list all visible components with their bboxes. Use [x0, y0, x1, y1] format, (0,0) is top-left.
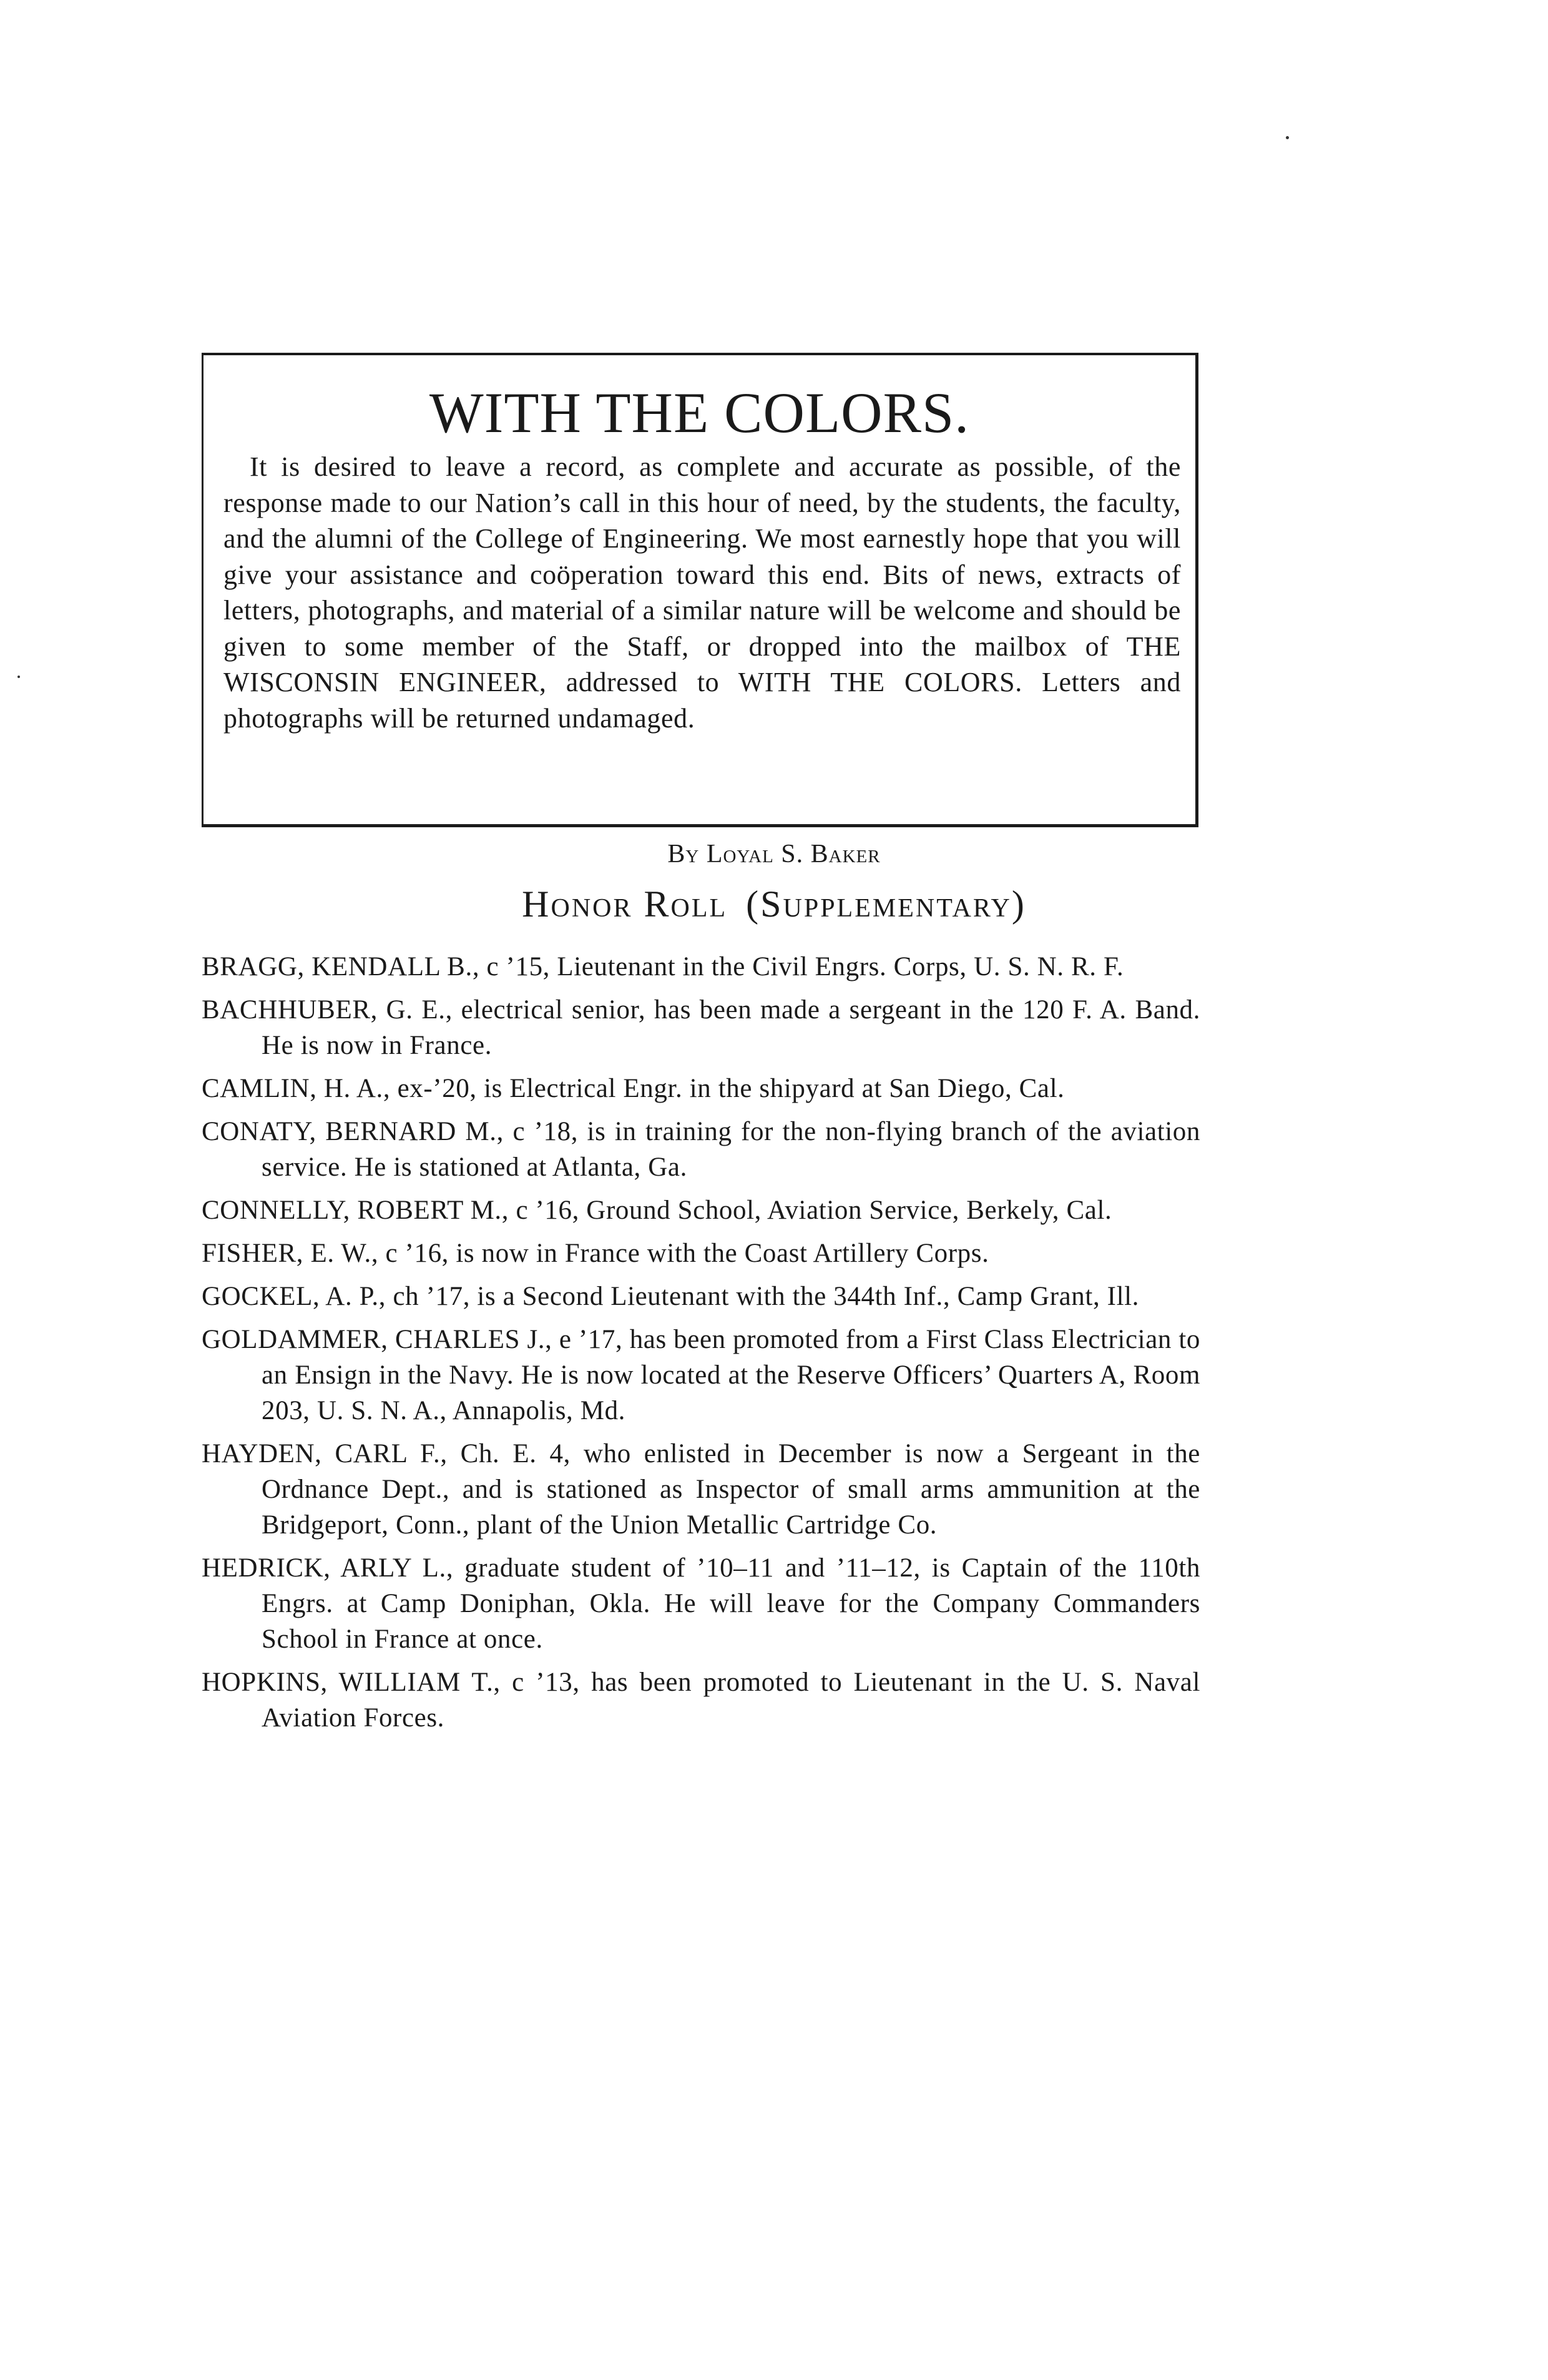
speck-mark [1286, 136, 1289, 139]
speck-mark [17, 676, 20, 678]
list-item: CONATY, BERNARD M., c ’18, is in training for the non-flying branch of the aviation service. He is stationed at Atlanta, Ga. [202, 1117, 1200, 1182]
list-item: HOPKINS, WILLIAM T., c ’13, has been promoted to Lieutenant in the U. S. Naval Aviation Forces. [202, 1668, 1200, 1733]
list-item: GOCKEL, A. P., ch ’17, is a Second Lieutenant with the 344th Inf., Camp Grant, Ill. [202, 1282, 1140, 1311]
honor-roll-heading [0, 883, 1548, 926]
notice-text: It is desired to leave a record, as complete and accurate as possible, of the response made to our Nation’s call in this hour of need, by the students, the faculty, and the alumni of the College of Engineering. We most earnestly hope that you will give your assistance and coöperation toward this end. Bits of news, extracts of letters, photographs, and material of a similar nature will be welcome and should be given to some member of the Staff, or dropped into the mailbox of THE WISCONSIN ENGINEER, addressed to WITH THE COLORS. Letters and photographs will be returned undamaged. [223, 451, 1181, 734]
list-item: HEDRICK, ARLY L., graduate student of ’10–11 and ’11–12, is Captain of the 110th Engrs. at Camp Doniphan, Okla. He will leave for the Company Commanders School in France at once. [202, 1553, 1200, 1654]
list-item: BACHHUBER, G. E., electrical senior, has been made a sergeant in the 120 F. A. Band. He is now in France. [202, 995, 1200, 1060]
list-item: CAMLIN, H. A., ex-’20, is Electrical Engr. in the shipyard at San Diego, Cal. [202, 1074, 1065, 1103]
list-item: BRAGG, KENDALL B., c ’15, Lieutenant in the Civil Engrs. Corps, U. S. N. R. F. [202, 952, 1124, 981]
honor-roll-list [202, 949, 1200, 1743]
honor-roll-title: Honor Roll [522, 883, 728, 925]
notice-title: WITH THE COLORS. [429, 381, 970, 445]
list-item: HAYDEN, CARL F., Ch. E. 4, who enlisted in December is now a Sergeant in the Ordnance Dept., and is stationed as Inspector of small arms ammunition at the Bridgeport, Conn., plant of the Union Metallic Cartridge Co. [202, 1439, 1200, 1540]
honor-roll-subtitle: (Supplementary) [746, 883, 1026, 925]
list-item: CONNELLY, ROBERT M., c ’16, Ground School, Aviation Service, Berkely, Cal. [202, 1196, 1112, 1225]
list-item: FISHER, E. W., c ’16, is now in France with the Coast Artillery Corps. [202, 1239, 989, 1268]
list-item: GOLDAMMER, CHARLES J., e ’17, has been promoted from a First Class Electrician to an Ensign in the Navy. He is now located at the Reserve Officers’ Quarters A, Room 203, U. S. N. A., Annapolis, Md. [202, 1325, 1200, 1425]
notice-box [202, 353, 1198, 827]
byline: By Loyal S. Baker [667, 840, 881, 868]
